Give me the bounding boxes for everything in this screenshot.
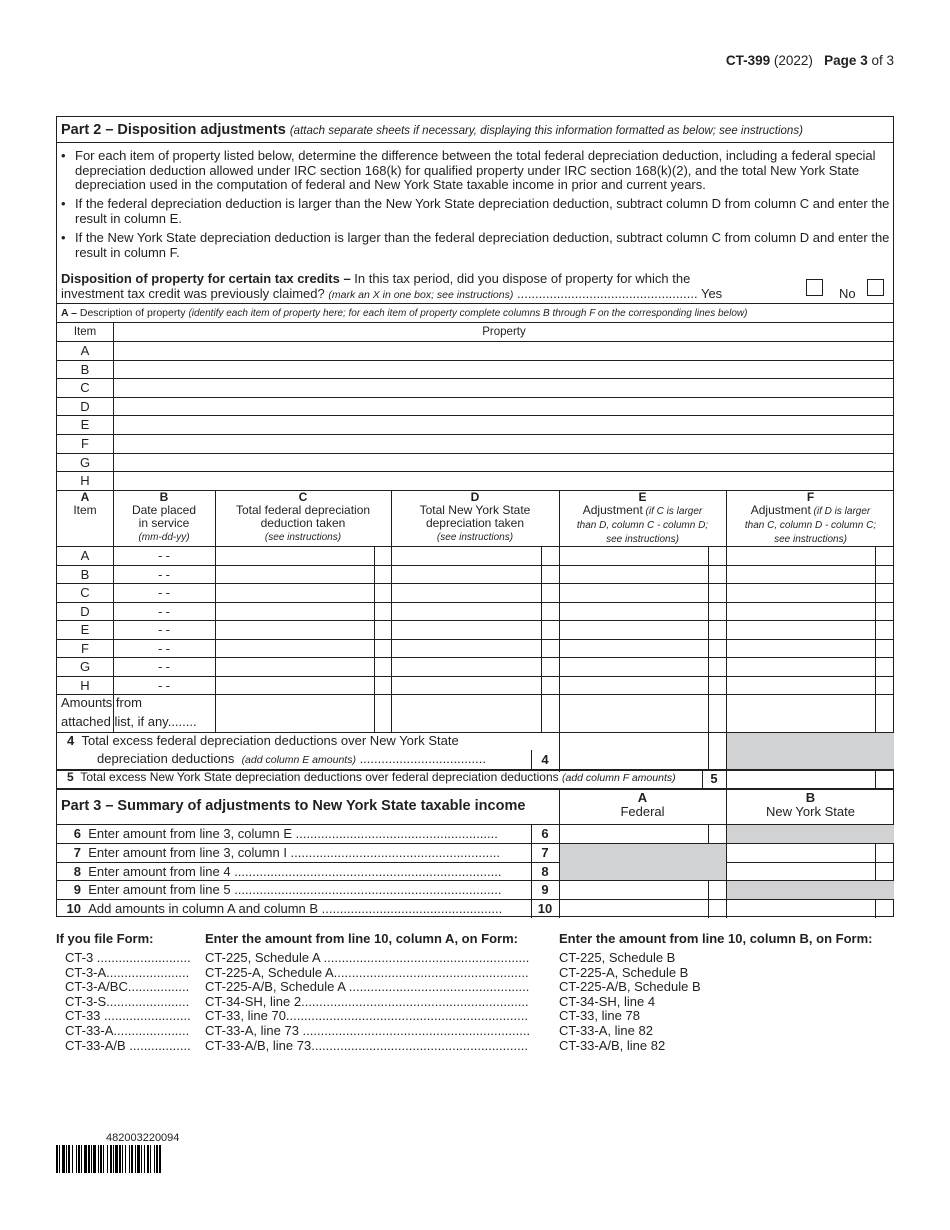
property-description-h[interactable] (114, 472, 894, 490)
part3-title: Part 3 – Summary of adjustments to New York State taxable income (61, 798, 526, 814)
line-10-nys-field[interactable] (727, 900, 875, 917)
footer-col-b-list: CT-225, Schedule B CT-225-A, Schedule B CT-225-A/B, Schedule B CT-34-SH, line 4 CT-33, line 78 CT-33-A, line 82 CT-33-A/B, line 82 (559, 950, 701, 1053)
instruction-bullet-2: • If the federal depreciation deduction is larger than the New York State depreciation deduction, subtract column D from column C and enter the result in column E. (61, 196, 890, 226)
part3-col-a-header: A Federal (620, 790, 665, 819)
form-year: (2022) (773, 53, 813, 68)
date-field-c[interactable]: - - (158, 586, 170, 600)
line-8-nys-field[interactable] (727, 863, 875, 880)
line-5-box: 5 (710, 771, 718, 786)
footer-header-col-a: Enter the amount from line 10, column A, on Form: (205, 931, 518, 946)
property-description-g[interactable] (114, 454, 894, 472)
property-description-f[interactable] (114, 435, 894, 453)
line-5-label: 5 Total excess New York State depreciation deductions over federal depreciation deductions (add column F amounts) (67, 770, 676, 784)
date-field-a[interactable]: - - (158, 549, 170, 563)
data-row-label-b: B (80, 567, 90, 582)
footer-col-a-list: CT-225, Schedule A ......................................................... CT-225-A, Schedule A...................................................... CT-225-A/B, Schedule A .................................................. CT-34-SH, line 2............................................................... CT-33, line 70................................................................... CT-33-A, line 73 ............................................................... CT-33-A/B, line 73............................................................ (205, 950, 531, 1053)
page-header (726, 53, 894, 68)
date-field-h[interactable]: - - (158, 679, 170, 693)
property-item-g: G (79, 455, 91, 470)
line-5-amount-field[interactable] (727, 770, 875, 788)
data-row-label-c: C (80, 585, 90, 600)
disposition-no-checkbox[interactable] (867, 279, 884, 296)
amounts-from-label: Amounts from (61, 695, 142, 710)
data-row-label-a: A (80, 548, 90, 563)
data-row-label-g: G (79, 659, 91, 674)
data-row-label-f: F (81, 641, 89, 656)
property-item-f: F (81, 436, 89, 451)
barcode-number: 482003220094 (106, 1132, 180, 1144)
line-8-label: 8 Enter amount from line 4 .......................................................................... (73, 864, 502, 879)
line-8-box: 8 (541, 864, 549, 879)
col-b-header: B Date placed in service (mm-dd-yy) (131, 490, 197, 543)
column-a-description: A – Description of property (identify each item of property here; for each item of property complete columns B through F on the corresponding lines below) (61, 307, 748, 319)
barcode-image (56, 1145, 240, 1173)
line-6-federal-field[interactable] (560, 825, 708, 843)
data-row-label-d: D (80, 604, 90, 619)
form-frame (56, 116, 894, 917)
line-4-label: 4 Total excess federal depreciation deductions over New York State (67, 733, 459, 748)
line-4-shaded (727, 733, 894, 769)
property-description-d[interactable] (114, 398, 894, 416)
property-description-a[interactable] (114, 342, 894, 360)
col-c-header: C Total federal depreciation deduction taken (see instructions) (235, 490, 371, 543)
line-7-nys-field[interactable] (727, 844, 875, 862)
line-4-amount-field[interactable] (560, 732, 708, 769)
date-field-b[interactable]: - - (158, 568, 170, 582)
line-7-box: 7 (541, 845, 549, 860)
line-6-shaded (727, 825, 894, 843)
property-header: Property (482, 326, 526, 338)
part3-col-b-header: B New York State (766, 790, 855, 819)
instruction-bullet-3: • If the New York State depreciation deduction is larger than the federal depreciation deduction, subtract column C from column D and enter the result in column F. (61, 230, 890, 260)
line-10-box: 10 (537, 901, 553, 916)
date-field-d[interactable]: - - (158, 605, 170, 619)
line-7-label: 7 Enter amount from line 3, column I .......................................................... (73, 845, 501, 860)
form-number: CT-399 (725, 53, 771, 68)
property-item-h: H (80, 473, 90, 488)
property-item-a: A (80, 343, 90, 358)
property-description-b[interactable] (114, 361, 894, 379)
date-field-e[interactable]: - - (158, 623, 170, 637)
page-label: Page 3 (824, 53, 868, 68)
line-6-box: 6 (541, 826, 549, 841)
property-item-d: D (80, 399, 90, 414)
footer-header-col-b: Enter the amount from line 10, column B, on Form: (559, 931, 873, 946)
disposition-no-label: No (839, 286, 856, 301)
date-field-f[interactable]: - - (158, 642, 170, 656)
item-header: Item (73, 326, 97, 338)
line-4-label-2: depreciation deductions (add column E amounts) ................................... (97, 751, 486, 766)
footer-forms-list: CT-3 .......................... CT-3-A....................... CT-3-A/BC................. CT-3-S....................... CT-33 ........................ CT-33-A..................... CT-33-A/B ................. (65, 950, 191, 1053)
property-item-b: B (80, 362, 90, 377)
instruction-bullet-1: • For each item of property listed below, determine the difference between the total federal depreciation deduction, including a federal special depreciation deduction allowed under IRC section 168(k) for qualified property under IRC section 168(k)(2), and the total New York State depreciation used in the computation of federal and New York State taxable income in prior and current years. (61, 148, 876, 192)
part2-title: Part 2 – Disposition adjustments (attach separate sheets if necessary, displaying this information formatted as below; see instructions) (61, 122, 803, 138)
attached-list-label: attached list, if any........ (61, 714, 197, 729)
data-row-label-e: E (80, 622, 90, 637)
line-9-label: 9 Enter amount from line 5 .......................................................................... (73, 882, 502, 897)
col-e-header: E Adjustment (if C is larger than D, column C - column D; see instructions) (576, 490, 709, 545)
disposition-yes-checkbox[interactable] (806, 279, 823, 296)
col-d-header: D Total New York State depreciation taken (see instructions) (419, 490, 531, 543)
data-row-label-h: H (80, 678, 90, 693)
property-description-c[interactable] (114, 379, 894, 397)
disposition-question-2: investment tax credit was previously claimed? (mark an X in one box; see instructions) .................................................. Yes (61, 286, 723, 301)
col-a-header: A Item (73, 490, 97, 517)
barcode-bar (161, 1145, 162, 1173)
disposition-question: Disposition of property for certain tax credits – In this tax period, did you dispose of property for which the (61, 271, 691, 286)
line-9-shaded (727, 881, 894, 899)
line-9-federal-field[interactable] (560, 881, 708, 899)
line-10-federal-field[interactable] (560, 900, 708, 917)
line-7-8-shaded (560, 844, 726, 880)
line-4-box: 4 (541, 752, 549, 767)
col-f-header: F Adjustment (if D is larger than C, column D - column C; see instructions) (744, 490, 877, 545)
property-description-e[interactable] (114, 416, 894, 434)
date-field-g[interactable]: - - (158, 660, 170, 674)
property-item-e: E (80, 417, 90, 432)
line-9-box: 9 (541, 882, 549, 897)
property-item-c: C (80, 380, 90, 395)
line-6-label: 6 Enter amount from line 3, column E ........................................................ (73, 826, 498, 841)
page-of: of 3 (871, 53, 894, 68)
footer-header-form: If you file Form: (56, 931, 154, 946)
line-10-label: 10 Add amounts in column A and column B .................................................. (66, 901, 503, 916)
